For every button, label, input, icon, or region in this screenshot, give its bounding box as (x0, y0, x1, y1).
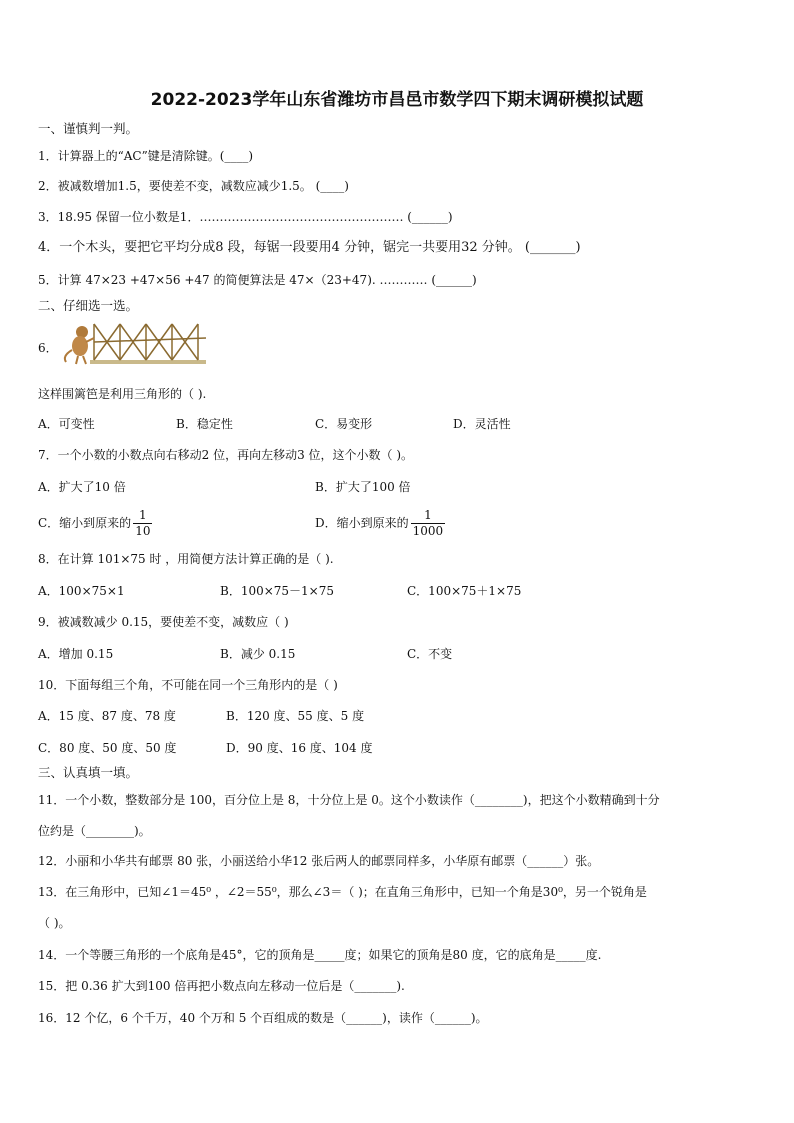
question-9-option-c: C．不变 (407, 647, 453, 661)
section-heading-fill: 三、认真填一填。 (38, 765, 139, 780)
question-15: 15．把 0.36 扩大到100 倍再把小数点向左移动一位后是（_______). (38, 979, 405, 993)
question-7: 7．一个小数的小数点向右移动2 位，再向左移动3 位，这个小数（ )。 (38, 448, 414, 462)
question-7-option-c (38, 504, 152, 542)
section-heading-choose: 二、仔细选一选。 (38, 298, 139, 313)
fraction-one-thousandth (411, 508, 446, 539)
question-6-text: 这样围篱笆是利用三角形的（ ). (38, 387, 207, 401)
question-6-option-a: A．可变性 (38, 417, 95, 431)
fence-monkey-illustration (60, 316, 210, 366)
question-9-option-a: A．增加 0.15 (38, 647, 114, 661)
question-7-option-b: B．扩大了100 倍 (315, 480, 411, 494)
question-6-option-d: D．灵活性 (453, 417, 511, 431)
question-10-option-c: C．80 度、50 度、50 度 (38, 741, 177, 755)
question-9-option-b: B．减少 0.15 (220, 647, 296, 661)
monkey-icon (65, 326, 94, 364)
question-11-line-1: 11．一个小数，整数部分是 100，百分位上是 8，十分位上是 0。这个小数读作（________)，把这个小数精确到十分 (38, 793, 660, 807)
question-7-option-a: A．扩大了10 倍 (38, 480, 126, 494)
question-10-option-b: B．120 度、55 度、5 度 (226, 709, 365, 723)
question-13-line-1: 13．在三角形中，已知∠1＝45⁰ ，∠2＝55⁰，那么∠3＝（ )；在直角三角形中，已知一个角是30⁰，另一个锐角是 (38, 885, 647, 899)
question-10-option-a: A．15 度、87 度、78 度 (38, 709, 176, 723)
question-2: 2．被减数增加1.5，要使差不变，减数应减少1.5。 (____) (38, 179, 349, 193)
question-8: 8．在计算 101×75 时 ，用简便方法计算正确的是（ ). (38, 552, 334, 566)
fraction-one-tenth (133, 508, 152, 539)
fraction-denominator: 10 (135, 524, 151, 538)
question-16: 16．12 个亿，6 个千万，40 个万和 5 个百组成的数是（______)，读作（______)。 (38, 1011, 488, 1025)
question-6-option-b: B．稳定性 (176, 417, 233, 431)
question-13-line-2: （ )。 (38, 916, 71, 930)
option-d-text: D．缩小到原来的 (315, 516, 409, 530)
page-title: 2022-2023学年山东省潍坊市昌邑市数学四下期末调研模拟试题 (150, 90, 644, 110)
question-7-option-d (315, 504, 445, 542)
question-14: 14．一个等腰三角形的一个底角是45°，它的顶角是_____度；如果它的顶角是80 度，它的底角是_____度. (38, 948, 602, 962)
question-8-option-a: A．100×75×1 (38, 584, 125, 598)
question-11-line-2: 位约是（________)。 (38, 824, 151, 838)
option-c-text: C．缩小到原来的 (38, 516, 132, 530)
fraction-numerator: 1 (133, 508, 152, 524)
question-4: 4．一个木头，要把它平均分成8 段，每锯一段要用4 分钟，锯完一共要用32 分钟。 (_______) (38, 240, 581, 255)
fraction-denominator: 1000 (412, 524, 444, 538)
question-6-number: 6． (38, 341, 58, 355)
question-10: 10．下面每组三个角，不可能在同一个三角形内的是（ ) (38, 678, 338, 692)
question-6-option-c: C．易变形 (315, 417, 373, 431)
question-8-option-c: C．100×75＋1×75 (407, 584, 522, 598)
question-10-option-d: D．90 度、16 度、104 度 (226, 741, 373, 755)
question-12: 12．小丽和小华共有邮票 80 张，小丽送给小华12 张后两人的邮票同样多，小华原有邮票（______）张。 (38, 854, 600, 868)
section-heading-judge: 一、谨慎判一判。 (38, 121, 139, 136)
question-5: 5．计算 47×23 +47×56 +47 的简便算法是 47×（23+47). ………… (______) (38, 273, 477, 287)
question-3: 3．18.95 保留一位小数是1．…………………………………………… (______) (38, 210, 453, 224)
question-1: 1．计算器上的“AC”键是清除键。(____) (38, 149, 254, 163)
fraction-numerator: 1 (411, 508, 446, 524)
question-9: 9．被减数减少 0.15，要使差不变，减数应（ ) (38, 615, 289, 629)
question-8-option-b: B．100×75－1×75 (220, 584, 335, 598)
